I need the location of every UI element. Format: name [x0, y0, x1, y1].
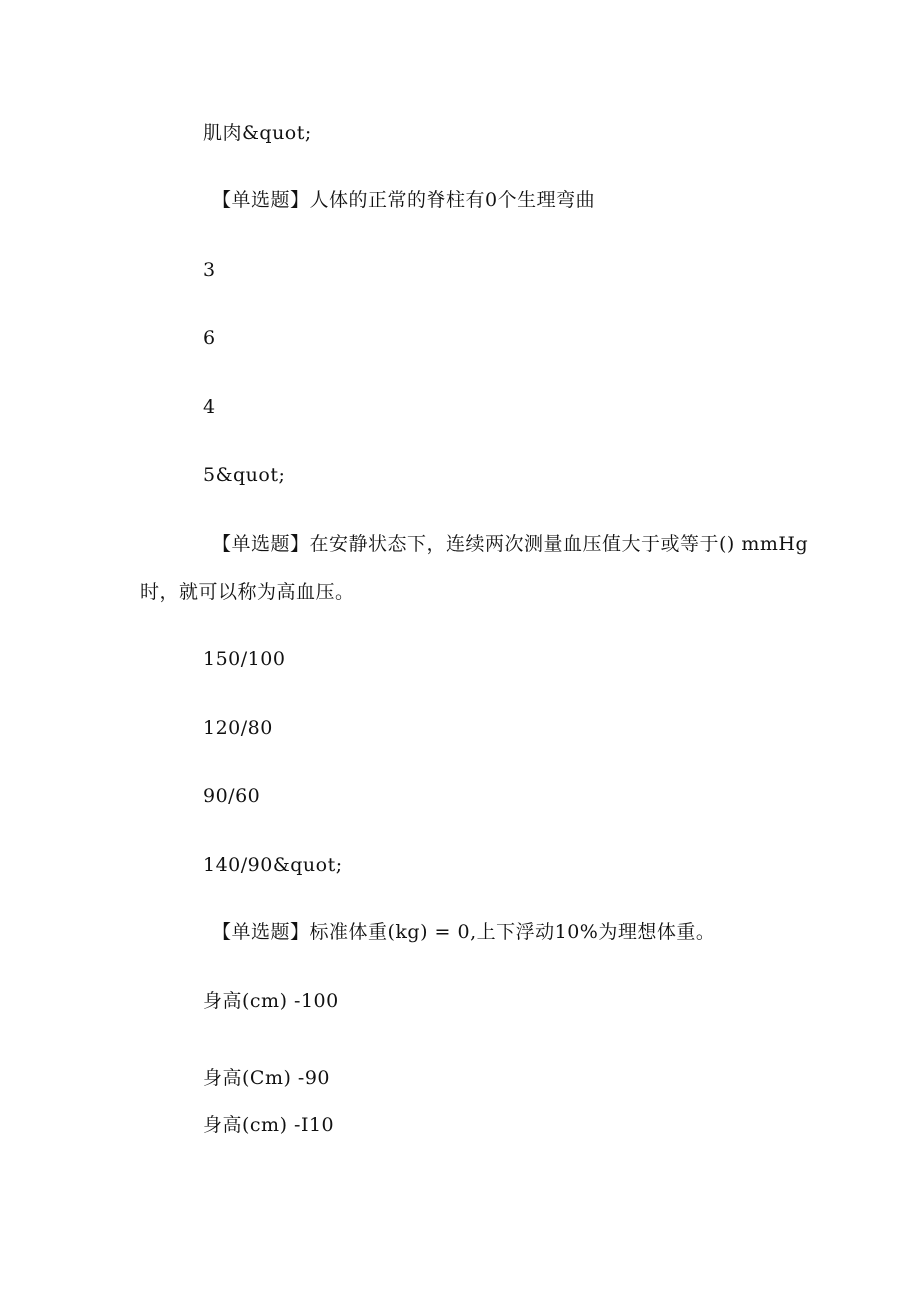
question-stem-continuation: 时，就可以称为高血压。 — [140, 581, 355, 603]
answer-option: 150/100 — [203, 648, 286, 670]
question-stem: 【单选题】人体的正常的脊柱有0个生理弯曲 — [212, 189, 596, 211]
answer-option: 身高(cm) -100 — [203, 990, 339, 1012]
answer-option: 5&quot; — [203, 464, 286, 486]
answer-option: 140/90&quot; — [203, 854, 343, 876]
answer-option: 6 — [203, 327, 216, 349]
answer-option: 身高(cm) -I10 — [203, 1114, 335, 1136]
answer-option: 90/60 — [203, 785, 261, 807]
answer-option: 120/80 — [203, 717, 273, 739]
text-fragment: 肌肉&quot; — [203, 122, 312, 144]
answer-option: 3 — [203, 259, 216, 281]
answer-option: 身高(Cm) -90 — [203, 1067, 331, 1089]
answer-option: 4 — [203, 396, 216, 418]
question-stem: 【单选题】标准体重(kg) = 0,上下浮动10%为理想体重。 — [212, 921, 716, 943]
question-stem: 【单选题】在安静状态下，连续两次测量血压值大于或等于() mmHg — [212, 533, 809, 555]
